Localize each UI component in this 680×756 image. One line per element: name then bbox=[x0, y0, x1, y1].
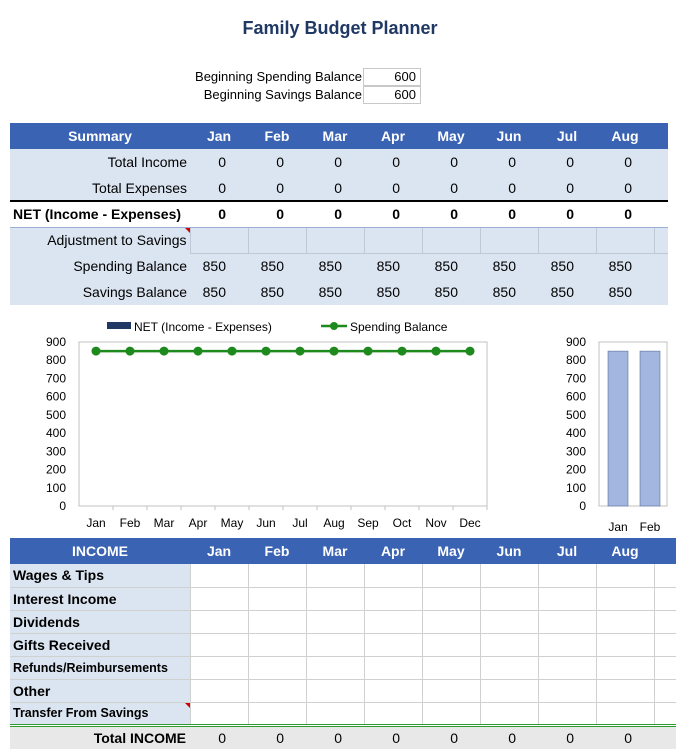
income-cell[interactable] bbox=[364, 702, 422, 725]
page-title: Family Budget Planner bbox=[242, 18, 438, 38]
income-cell[interactable] bbox=[248, 610, 306, 633]
y-tick-label: 0 bbox=[59, 499, 66, 513]
income-header-row bbox=[10, 538, 676, 564]
row-value: 0 bbox=[248, 201, 306, 227]
income-cell[interactable] bbox=[654, 702, 676, 725]
row-filler bbox=[654, 201, 668, 227]
income-row bbox=[10, 587, 676, 610]
side-chart bbox=[566, 335, 667, 534]
header-filler bbox=[654, 538, 676, 564]
summary-header-row bbox=[10, 123, 668, 149]
income-row-label: Refunds/Reimbursements bbox=[10, 656, 190, 679]
income-cell[interactable] bbox=[190, 679, 248, 702]
income-cell[interactable] bbox=[364, 633, 422, 656]
income-row-label: Interest Income bbox=[10, 587, 190, 610]
adjustment-cell[interactable] bbox=[596, 227, 654, 253]
income-cell[interactable] bbox=[364, 564, 422, 587]
row-filler bbox=[654, 175, 668, 201]
side-y-tick-label: 400 bbox=[565, 426, 586, 441]
row-value: 850 bbox=[306, 279, 364, 305]
y-tick-label: 400 bbox=[45, 426, 66, 441]
legend-net-swatch bbox=[107, 322, 131, 329]
income-cell[interactable] bbox=[190, 564, 248, 587]
income-cell[interactable] bbox=[596, 702, 654, 725]
spending-balance-point bbox=[330, 347, 339, 356]
spending-balance-point bbox=[398, 347, 407, 356]
income-cell[interactable] bbox=[190, 610, 248, 633]
income-cell[interactable] bbox=[596, 587, 654, 610]
income-cell[interactable] bbox=[480, 702, 538, 725]
row-value: 850 bbox=[248, 279, 306, 305]
month-header: Apr bbox=[364, 538, 422, 564]
savings-balance-row bbox=[10, 279, 668, 305]
income-cell[interactable] bbox=[654, 656, 676, 679]
row-value: 850 bbox=[364, 253, 422, 279]
row-value: 0 bbox=[364, 175, 422, 201]
x-tick-label: Jan bbox=[86, 516, 106, 530]
y-tick-label: 200 bbox=[45, 462, 66, 477]
total-income-value: 0 bbox=[248, 725, 306, 749]
y-tick-label: 300 bbox=[45, 444, 66, 459]
x-tick-label: Mar bbox=[153, 516, 175, 530]
income-cell[interactable] bbox=[538, 702, 596, 725]
row-value: 0 bbox=[422, 175, 480, 201]
income-row-label: Wages & Tips bbox=[10, 564, 190, 587]
income-cell[interactable] bbox=[422, 633, 480, 656]
summary-header: Summary bbox=[10, 123, 190, 149]
income-cell[interactable] bbox=[538, 633, 596, 656]
income-cell[interactable] bbox=[654, 633, 676, 656]
row-value: 0 bbox=[538, 175, 596, 201]
main-plot-area bbox=[79, 342, 487, 506]
row-value: 0 bbox=[538, 149, 596, 175]
side-y-tick-label: 200 bbox=[565, 462, 586, 477]
row-value: 0 bbox=[480, 201, 538, 227]
income-cell[interactable] bbox=[306, 656, 364, 679]
income-cell[interactable] bbox=[422, 679, 480, 702]
side-bar bbox=[640, 351, 660, 506]
side-y-tick-label: 500 bbox=[565, 407, 586, 422]
income-cell[interactable] bbox=[422, 656, 480, 679]
row-value: 850 bbox=[306, 253, 364, 279]
income-cell[interactable] bbox=[480, 656, 538, 679]
side-y-axis bbox=[566, 335, 586, 513]
month-header: Feb bbox=[248, 538, 306, 564]
legend-net-label: NET (Income - Expenses) bbox=[134, 320, 272, 334]
total-income-filler bbox=[654, 725, 676, 749]
row-label: Savings Balance bbox=[10, 279, 190, 305]
y-tick-label: 800 bbox=[45, 353, 66, 368]
main-x-axis bbox=[86, 506, 487, 530]
spending-balance-point bbox=[92, 347, 101, 356]
x-tick-label: Feb bbox=[119, 516, 141, 530]
total-income-row bbox=[10, 725, 676, 749]
main-y-axis bbox=[46, 335, 66, 513]
income-header: INCOME bbox=[10, 538, 190, 564]
income-row-label: Other bbox=[10, 679, 190, 702]
row-value: 850 bbox=[538, 279, 596, 305]
month-header: Aug bbox=[596, 123, 654, 149]
spending-balance-point bbox=[466, 347, 475, 356]
row-value: 850 bbox=[480, 279, 538, 305]
spending-balance-point bbox=[432, 347, 441, 356]
main-legend bbox=[107, 320, 448, 334]
total-income-value: 0 bbox=[480, 725, 538, 749]
beginning-savings-row bbox=[0, 86, 680, 104]
income-cell[interactable] bbox=[248, 587, 306, 610]
adjustment-row bbox=[10, 227, 668, 253]
income-cell[interactable] bbox=[422, 587, 480, 610]
row-value: 0 bbox=[480, 175, 538, 201]
row-value: 850 bbox=[480, 253, 538, 279]
side-y-tick-label: 900 bbox=[565, 335, 586, 349]
row-value: 850 bbox=[596, 253, 654, 279]
total-expenses-row bbox=[10, 175, 668, 201]
side-bar bbox=[608, 351, 628, 506]
income-cell[interactable] bbox=[306, 702, 364, 725]
adjustment-cell[interactable] bbox=[538, 227, 596, 253]
income-row bbox=[10, 702, 676, 725]
x-tick-label: Oct bbox=[392, 516, 412, 530]
month-header: Jun bbox=[480, 123, 538, 149]
row-value: 0 bbox=[596, 175, 654, 201]
spending-balance-point bbox=[194, 347, 203, 356]
side-x-tick-label: Jan bbox=[608, 520, 628, 534]
summary-table bbox=[10, 123, 668, 305]
income-cell[interactable] bbox=[596, 564, 654, 587]
income-cell[interactable] bbox=[480, 633, 538, 656]
charts-area bbox=[0, 310, 680, 535]
row-value: 0 bbox=[538, 201, 596, 227]
income-cell[interactable] bbox=[306, 587, 364, 610]
total-income-value: 0 bbox=[190, 725, 248, 749]
income-cell[interactable] bbox=[248, 564, 306, 587]
side-y-tick-label: 0 bbox=[579, 499, 586, 513]
adjustment-cell[interactable] bbox=[480, 227, 538, 253]
spending-balance-point bbox=[228, 347, 237, 356]
row-value: 0 bbox=[190, 201, 248, 227]
income-cell[interactable] bbox=[422, 702, 480, 725]
month-header: Jul bbox=[538, 123, 596, 149]
income-cell[interactable] bbox=[190, 656, 248, 679]
side-y-tick-label: 100 bbox=[565, 480, 586, 495]
row-value: 0 bbox=[306, 175, 364, 201]
month-header: Mar bbox=[306, 123, 364, 149]
income-cell[interactable] bbox=[538, 610, 596, 633]
total-income-value: 0 bbox=[364, 725, 422, 749]
month-header: Jan bbox=[190, 538, 248, 564]
x-tick-label: Apr bbox=[188, 516, 208, 530]
x-tick-label: Jun bbox=[256, 516, 276, 530]
income-cell[interactable] bbox=[480, 679, 538, 702]
x-tick-label: Jul bbox=[292, 516, 308, 530]
income-cell[interactable] bbox=[596, 633, 654, 656]
y-tick-label: 100 bbox=[45, 480, 66, 495]
beginning-spending-label: Beginning Spending Balance bbox=[195, 69, 362, 84]
legend-spending-label: Spending Balance bbox=[350, 320, 448, 334]
row-label: Total Expenses bbox=[10, 175, 190, 201]
row-value: 0 bbox=[248, 149, 306, 175]
side-x-axis bbox=[608, 520, 660, 534]
income-cell[interactable] bbox=[654, 587, 676, 610]
income-cell[interactable] bbox=[306, 610, 364, 633]
y-tick-label: 500 bbox=[45, 407, 66, 422]
row-value: 850 bbox=[596, 279, 654, 305]
row-value: 0 bbox=[364, 149, 422, 175]
row-value: 0 bbox=[596, 149, 654, 175]
income-cell[interactable] bbox=[190, 633, 248, 656]
income-cell[interactable] bbox=[190, 587, 248, 610]
total-income-value: 0 bbox=[538, 725, 596, 749]
income-row-label: Transfer From Savings bbox=[10, 702, 190, 725]
income-cell[interactable] bbox=[306, 679, 364, 702]
x-tick-label: Aug bbox=[323, 516, 345, 530]
y-tick-label: 600 bbox=[45, 389, 66, 404]
beginning-savings-input[interactable]: 600 bbox=[363, 86, 421, 104]
income-cell[interactable] bbox=[422, 564, 480, 587]
month-header: May bbox=[422, 538, 480, 564]
income-row bbox=[10, 564, 676, 587]
net-row bbox=[10, 201, 668, 227]
row-filler bbox=[654, 279, 668, 305]
income-row bbox=[10, 633, 676, 656]
x-tick-label: Sep bbox=[357, 516, 379, 530]
spending-balance-point bbox=[160, 347, 169, 356]
total-income-value: 0 bbox=[422, 725, 480, 749]
adjustment-cell[interactable] bbox=[364, 227, 422, 253]
beginning-spending-input[interactable]: 600 bbox=[363, 68, 421, 86]
row-value: 850 bbox=[190, 279, 248, 305]
spending-balance-point bbox=[262, 347, 271, 356]
income-cell[interactable] bbox=[364, 656, 422, 679]
x-tick-label: May bbox=[220, 516, 244, 530]
row-value: 0 bbox=[364, 201, 422, 227]
row-value: 850 bbox=[422, 253, 480, 279]
income-row bbox=[10, 610, 676, 633]
income-cell[interactable] bbox=[538, 564, 596, 587]
income-cell[interactable] bbox=[248, 656, 306, 679]
spending-balance-point bbox=[364, 347, 373, 356]
row-label: Spending Balance bbox=[10, 253, 190, 279]
income-cell[interactable] bbox=[248, 633, 306, 656]
month-header: Feb bbox=[248, 123, 306, 149]
spending-balance-point bbox=[296, 347, 305, 356]
income-cell[interactable] bbox=[538, 679, 596, 702]
income-cell[interactable] bbox=[480, 564, 538, 587]
row-value: 0 bbox=[306, 149, 364, 175]
income-cell[interactable] bbox=[596, 679, 654, 702]
income-cell[interactable] bbox=[306, 633, 364, 656]
month-header: Mar bbox=[306, 538, 364, 564]
income-cell[interactable] bbox=[480, 610, 538, 633]
income-row-label: Gifts Received bbox=[10, 633, 190, 656]
income-row bbox=[10, 679, 676, 702]
row-value: 0 bbox=[422, 149, 480, 175]
income-cell[interactable] bbox=[538, 656, 596, 679]
row-filler bbox=[654, 253, 668, 279]
income-cell[interactable] bbox=[364, 610, 422, 633]
month-header: Apr bbox=[364, 123, 422, 149]
row-value: 0 bbox=[480, 149, 538, 175]
income-cell[interactable] bbox=[364, 679, 422, 702]
x-tick-label: Nov bbox=[425, 516, 447, 530]
income-cell[interactable] bbox=[654, 679, 676, 702]
side-y-tick-label: 300 bbox=[565, 444, 586, 459]
income-row-label: Dividends bbox=[10, 610, 190, 633]
row-label: NET (Income - Expenses) bbox=[10, 201, 190, 227]
side-y-tick-label: 800 bbox=[565, 353, 586, 368]
income-cell[interactable] bbox=[596, 656, 654, 679]
income-row bbox=[10, 656, 676, 679]
beginning-savings-label: Beginning Savings Balance bbox=[203, 87, 362, 102]
row-value: 850 bbox=[538, 253, 596, 279]
side-y-tick-label: 600 bbox=[565, 389, 586, 404]
income-cell[interactable] bbox=[248, 679, 306, 702]
income-cell[interactable] bbox=[422, 610, 480, 633]
adjustment-cell[interactable] bbox=[654, 227, 668, 253]
income-cell[interactable] bbox=[364, 587, 422, 610]
row-value: 0 bbox=[248, 175, 306, 201]
income-cell[interactable] bbox=[248, 702, 306, 725]
side-y-tick-label: 700 bbox=[565, 371, 586, 386]
total-income-row bbox=[10, 149, 668, 175]
row-value: 850 bbox=[248, 253, 306, 279]
income-cell[interactable] bbox=[654, 564, 676, 587]
main-chart bbox=[46, 320, 487, 530]
month-header: Jun bbox=[480, 538, 538, 564]
x-tick-label: Dec bbox=[459, 516, 481, 530]
total-income-value: 0 bbox=[596, 725, 654, 749]
total-income-label: Total INCOME bbox=[10, 725, 190, 749]
income-cell[interactable] bbox=[654, 610, 676, 633]
row-value: 0 bbox=[190, 149, 248, 175]
income-cell[interactable] bbox=[306, 564, 364, 587]
month-header: Jul bbox=[538, 538, 596, 564]
side-x-tick-label: Feb bbox=[639, 520, 661, 534]
row-value: 0 bbox=[306, 201, 364, 227]
row-value: 0 bbox=[596, 201, 654, 227]
y-tick-label: 700 bbox=[45, 371, 66, 386]
income-cell[interactable] bbox=[538, 587, 596, 610]
month-header: May bbox=[422, 123, 480, 149]
adjustment-cell[interactable] bbox=[422, 227, 480, 253]
header-filler bbox=[654, 123, 668, 149]
spending-balance-point bbox=[126, 347, 135, 356]
row-label: Total Income bbox=[10, 149, 190, 175]
row-filler bbox=[654, 149, 668, 175]
y-tick-label: 900 bbox=[45, 335, 66, 349]
total-income-value: 0 bbox=[306, 725, 364, 749]
income-table bbox=[10, 538, 676, 749]
adjustment-cell[interactable] bbox=[190, 227, 248, 253]
legend-spending-marker bbox=[330, 322, 338, 330]
income-cell[interactable] bbox=[480, 587, 538, 610]
row-value: 850 bbox=[422, 279, 480, 305]
row-value: 850 bbox=[364, 279, 422, 305]
adjustment-cell[interactable] bbox=[248, 227, 306, 253]
row-value: 0 bbox=[422, 201, 480, 227]
beginning-spending-row bbox=[0, 68, 680, 86]
row-value: 850 bbox=[190, 253, 248, 279]
month-header: Jan bbox=[190, 123, 248, 149]
income-cell[interactable] bbox=[596, 610, 654, 633]
income-cell[interactable] bbox=[190, 702, 248, 725]
row-value: 0 bbox=[190, 175, 248, 201]
adjustment-label: Adjustment to Savings bbox=[10, 227, 190, 253]
month-header: Aug bbox=[596, 538, 654, 564]
adjustment-cell[interactable] bbox=[306, 227, 364, 253]
spending-balance-row bbox=[10, 253, 668, 279]
